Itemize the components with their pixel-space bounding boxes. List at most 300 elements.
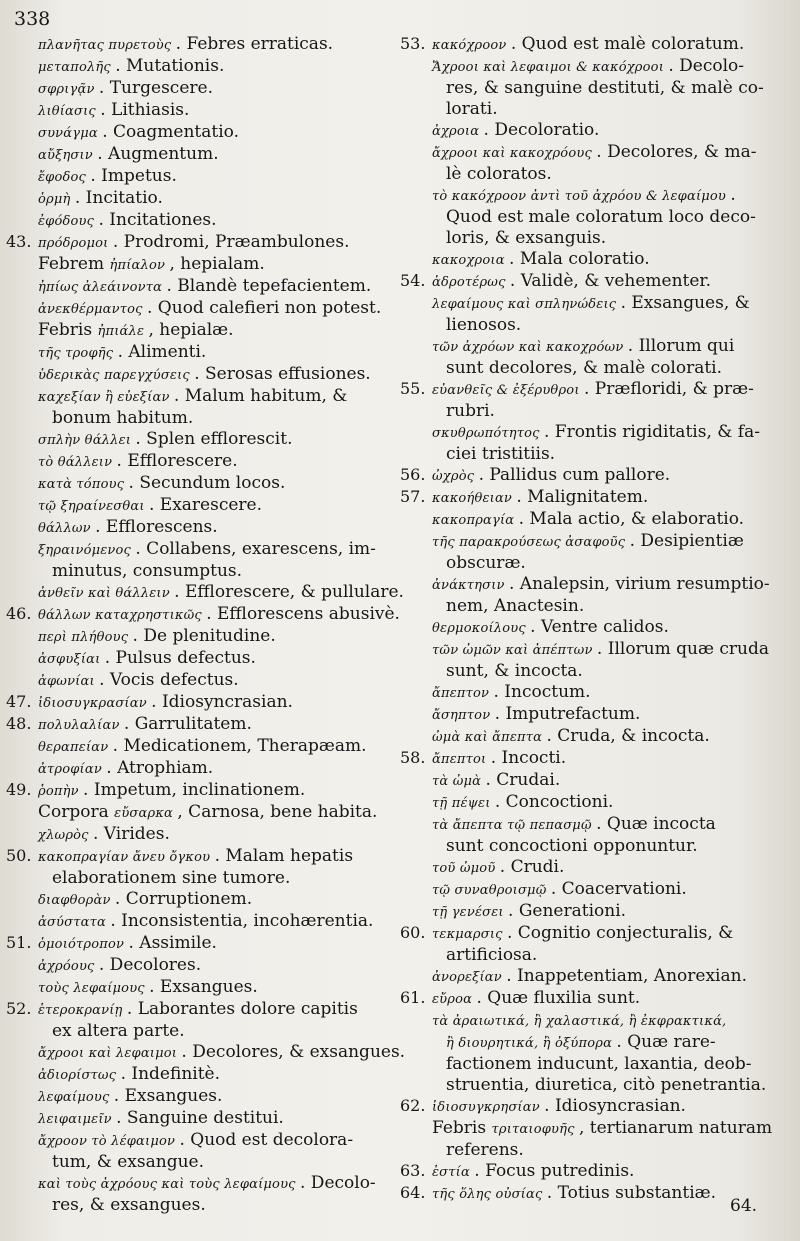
entry-text bbox=[432, 185, 796, 249]
glossary-entry bbox=[6, 648, 392, 670]
latin-translation: factionem inducunt, laxantia, deob- bbox=[446, 1054, 752, 1074]
entry-text bbox=[38, 495, 392, 517]
latin-translation: . Cognitio conjecturalis, & bbox=[506, 923, 734, 943]
entry-text bbox=[432, 509, 796, 531]
greek-term: συνάγμα bbox=[38, 126, 103, 141]
greek-term: τῶν ὠμῶν καὶ ἀπέπτων bbox=[432, 643, 597, 658]
entry-text bbox=[38, 254, 392, 276]
latin-translation: Febrem bbox=[38, 254, 110, 274]
entry-text bbox=[432, 249, 796, 271]
latin-translation: . Concoctioni. bbox=[494, 792, 614, 812]
greek-term: ἄχροοι καὶ λεφαιμοι bbox=[38, 1046, 182, 1061]
latin-translation: . Collabens, exarescens, im- bbox=[135, 539, 376, 559]
glossary-entry bbox=[6, 320, 392, 342]
entry-text bbox=[432, 770, 796, 792]
latin-translation: . Mutationis. bbox=[115, 56, 225, 76]
greek-term: θεραπείαν bbox=[38, 740, 113, 755]
greek-term: ἀσφυξίαι bbox=[38, 652, 105, 667]
latin-translation: res, & exsangues. bbox=[52, 1195, 206, 1215]
latin-translation: . Pallidus cum pallore. bbox=[478, 465, 671, 485]
entry-text bbox=[38, 846, 392, 889]
entry-text bbox=[432, 792, 796, 814]
greek-term: τεκμαρσις bbox=[432, 927, 507, 942]
latin-translation: . Impetum, inclinationem. bbox=[83, 780, 306, 800]
entry-text bbox=[432, 1096, 796, 1118]
greek-term: τῷ συναθροισμῷ bbox=[432, 883, 551, 898]
latin-translation: ciei tristitiis. bbox=[446, 444, 556, 464]
glossary-entry bbox=[400, 901, 796, 923]
entry-text bbox=[38, 648, 392, 670]
greek-term: κακοπραγία bbox=[432, 513, 519, 528]
greek-term: τὰ ἀραιωτικά, ἢ χαλαστικά, ἢ ἐκφρακτικά, bbox=[432, 1014, 727, 1029]
latin-translation: Quod est male coloratum loco deco- bbox=[446, 207, 756, 227]
glossary-entry bbox=[6, 802, 392, 824]
glossary-entry bbox=[400, 1010, 796, 1096]
entry-text bbox=[38, 1064, 392, 1086]
glossary-entry bbox=[6, 911, 392, 933]
glossary-entry bbox=[6, 210, 392, 232]
greek-term: ἠπίαλον bbox=[109, 258, 170, 273]
glossary-entry bbox=[400, 185, 796, 249]
greek-term: λεφαίμους bbox=[38, 1090, 114, 1105]
greek-term: ἀδιορίστως bbox=[38, 1068, 121, 1083]
greek-term: τῷ ξηραίνεσθαι bbox=[38, 499, 149, 514]
latin-translation: . Prodromi, Præambulones. bbox=[112, 232, 350, 252]
greek-term: σπλὴν θάλλει bbox=[38, 433, 136, 448]
greek-term: ἑστία bbox=[432, 1165, 475, 1180]
glossary-entry bbox=[400, 617, 796, 639]
glossary-entry bbox=[6, 166, 392, 188]
entry-text bbox=[38, 100, 392, 122]
entry-text bbox=[432, 142, 796, 185]
greek-term: εὐανθεῖς & ἐξέρυθροι bbox=[432, 383, 584, 398]
greek-term: ἀτροφίαν bbox=[38, 762, 107, 777]
entry-text bbox=[432, 487, 796, 509]
latin-translation: tum, & exsangue. bbox=[52, 1152, 204, 1172]
latin-translation: . Idiosyncrasian. bbox=[544, 1096, 686, 1116]
greek-term: ἔφοδος bbox=[38, 170, 91, 185]
signature-mark: 64. bbox=[730, 1196, 758, 1216]
entry-text bbox=[432, 901, 796, 923]
entry-text bbox=[38, 298, 392, 320]
latin-translation: . Corruptionem. bbox=[114, 889, 253, 909]
glossary-entry bbox=[6, 254, 392, 276]
latin-translation: lè coloratos. bbox=[446, 164, 552, 184]
entry-text bbox=[432, 682, 796, 704]
glossary-entry bbox=[400, 879, 796, 901]
glossary-entry bbox=[400, 639, 796, 682]
latin-translation: . Ventre calidos. bbox=[530, 617, 669, 637]
entry-text bbox=[38, 56, 392, 78]
greek-term: ἀνάκτησιν bbox=[432, 578, 509, 593]
glossary-entry bbox=[6, 100, 392, 122]
latin-translation: . Incocti. bbox=[490, 748, 567, 768]
glossary-entry bbox=[6, 955, 392, 977]
latin-translation: . Blandè tepefacientem. bbox=[166, 276, 372, 296]
greek-term: κακοχροια bbox=[432, 253, 510, 268]
latin-translation: . Inconsistentia, incohærentia. bbox=[110, 911, 374, 931]
entry-text bbox=[432, 271, 796, 293]
entry-number: 46. bbox=[6, 604, 32, 623]
latin-translation: . Decolores, & ma- bbox=[596, 142, 757, 162]
glossary-entry bbox=[6, 626, 392, 648]
glossary-entry bbox=[6, 78, 392, 100]
greek-term: ὁρμὴ bbox=[38, 192, 75, 207]
greek-term: λεφαίμους καὶ σπληνώδεις bbox=[432, 297, 621, 312]
entry-text bbox=[432, 465, 796, 487]
glossary-entry bbox=[6, 473, 392, 495]
glossary-entry bbox=[400, 814, 796, 857]
entry-text bbox=[38, 955, 392, 977]
glossary-entry bbox=[6, 276, 392, 298]
entry-number: 58. bbox=[400, 748, 426, 767]
entry-text bbox=[38, 604, 400, 626]
greek-term: ἀνεκθέρμαντος bbox=[38, 302, 147, 317]
latin-translation: obscuræ. bbox=[446, 553, 526, 573]
glossary-entry bbox=[6, 758, 392, 780]
greek-term: Ἄχροοι καὶ λεφαιμοι & κακόχροοι bbox=[432, 60, 669, 75]
entry-text bbox=[38, 429, 392, 451]
entry-text bbox=[38, 911, 392, 933]
greek-term: τῶν ἀχρόων καὶ κακοχρόων bbox=[432, 340, 628, 355]
latin-translation: . Decoloratio. bbox=[483, 120, 600, 140]
latin-translation: . Crudai. bbox=[485, 770, 561, 790]
entry-number: 63. bbox=[400, 1161, 426, 1180]
latin-translation: . Desipientiæ bbox=[629, 531, 744, 551]
glossary-entry bbox=[6, 451, 392, 473]
entry-number: 54. bbox=[400, 271, 426, 290]
left-column bbox=[6, 34, 406, 1216]
glossary-entry bbox=[6, 1064, 392, 1086]
latin-translation: . Quæ fluxilia sunt. bbox=[476, 988, 641, 1008]
greek-term: ξηραινόμενος bbox=[38, 543, 136, 558]
entry-text bbox=[432, 966, 796, 988]
glossary-entry bbox=[400, 792, 796, 814]
latin-translation: nem, Anactesin. bbox=[446, 596, 585, 616]
entry-text bbox=[38, 802, 392, 824]
latin-translation: . Exsangues. bbox=[149, 977, 258, 997]
latin-translation: . Generationi. bbox=[508, 901, 627, 921]
glossary-entry bbox=[6, 692, 392, 714]
entry-number: 62. bbox=[400, 1096, 426, 1115]
entry-number: 43. bbox=[6, 232, 32, 251]
glossary-entry bbox=[6, 122, 392, 144]
glossary-entry bbox=[400, 966, 796, 988]
entry-text bbox=[38, 780, 392, 802]
greek-term: τῇ πέψει bbox=[432, 796, 495, 811]
glossary-entry bbox=[400, 56, 796, 120]
entry-text bbox=[432, 56, 796, 120]
glossary-entry bbox=[6, 364, 392, 386]
entry-text bbox=[432, 923, 796, 966]
entry-number: 56. bbox=[400, 465, 426, 484]
entry-text bbox=[38, 473, 392, 495]
latin-translation: . Decolo- bbox=[300, 1173, 376, 1193]
greek-term: τῆς ὅλης οὐσίας bbox=[432, 1187, 547, 1202]
latin-translation: . Frontis rigiditatis, & fa- bbox=[543, 422, 760, 442]
latin-translation: . Virides. bbox=[93, 824, 170, 844]
latin-translation: . Serosas effusiones. bbox=[194, 364, 371, 384]
greek-term: ὑδερικὰς παρεγχύσεις bbox=[38, 368, 195, 383]
entry-text bbox=[38, 122, 392, 144]
latin-translation: . Decolo- bbox=[668, 56, 745, 76]
entry-text bbox=[38, 364, 392, 386]
entry-text bbox=[432, 639, 796, 682]
latin-translation: res, & sanguine destituti, & malè co- bbox=[446, 78, 764, 98]
entry-number: 49. bbox=[6, 780, 32, 799]
glossary-entry bbox=[400, 293, 796, 336]
greek-term: ὁμοιότροπον bbox=[38, 937, 129, 952]
glossary-entry bbox=[6, 933, 392, 955]
glossary-entry bbox=[400, 142, 796, 185]
greek-term: εὔροα bbox=[432, 992, 477, 1007]
entry-text bbox=[38, 276, 392, 298]
greek-term: τριταιοφυῆς bbox=[491, 1122, 579, 1137]
entry-text bbox=[38, 34, 392, 56]
entry-number: 57. bbox=[400, 487, 426, 506]
glossary-entry bbox=[400, 1096, 796, 1118]
entry-text bbox=[432, 879, 796, 901]
latin-translation: . Laborantes dolore capitis bbox=[126, 999, 358, 1019]
latin-translation: . Quod est decolora- bbox=[179, 1130, 354, 1150]
entry-text bbox=[38, 210, 392, 232]
latin-translation: . Idiosyncrasian. bbox=[151, 692, 293, 712]
latin-translation: , tertianarum naturam bbox=[578, 1118, 773, 1138]
latin-translation: bonum habitum. bbox=[52, 408, 194, 428]
greek-term: ἢ διουρητικά, ἢ ὀξύπορα bbox=[446, 1036, 617, 1051]
entry-text bbox=[38, 1108, 392, 1130]
latin-translation: . Incitatio. bbox=[74, 188, 163, 208]
greek-term: εὔσαρκα bbox=[114, 806, 178, 821]
latin-translation: . Decolores. bbox=[98, 955, 202, 975]
latin-translation: . Illorum quæ cruda bbox=[596, 639, 769, 659]
greek-term: ἀσύστατα bbox=[38, 915, 111, 930]
latin-translation: . Focus putredinis. bbox=[474, 1161, 635, 1181]
latin-translation: . Garrulitatem. bbox=[123, 714, 252, 734]
entry-number: 51. bbox=[6, 933, 32, 952]
glossary-entry bbox=[6, 495, 392, 517]
glossary-entry bbox=[6, 889, 392, 911]
latin-translation: referens. bbox=[446, 1140, 524, 1160]
greek-term: ὠχρὸς bbox=[432, 469, 479, 484]
latin-translation: lienosos. bbox=[446, 315, 522, 335]
entry-text bbox=[432, 814, 796, 857]
latin-translation: . Malignitatem. bbox=[516, 487, 649, 507]
greek-term: ἐφόδους bbox=[38, 214, 99, 229]
latin-translation: . Assimile. bbox=[128, 933, 217, 953]
entry-text bbox=[432, 726, 796, 748]
latin-translation: . Turgescere. bbox=[98, 78, 213, 98]
glossary-entry bbox=[400, 271, 796, 293]
greek-term: κατὰ τόπους bbox=[38, 477, 129, 492]
greek-term: ἄχροον τὸ λέφαιμον bbox=[38, 1134, 180, 1149]
greek-term: ἀνορεξίαν bbox=[432, 970, 507, 985]
entry-text bbox=[38, 78, 392, 100]
entry-text bbox=[38, 758, 392, 780]
glossary-entry bbox=[6, 1130, 392, 1173]
glossary-entry bbox=[6, 1042, 406, 1064]
latin-translation: struentia, diuretica, citò penetrantia. bbox=[446, 1075, 767, 1095]
latin-translation: minutus, consumptus. bbox=[52, 561, 243, 581]
greek-term: πλανῆτας πυρετοὺς bbox=[38, 38, 176, 53]
entry-text bbox=[38, 232, 392, 254]
latin-translation: . Malum habitum, & bbox=[173, 386, 348, 406]
latin-translation: . Febres erraticas. bbox=[175, 34, 334, 54]
glossary-entry bbox=[400, 923, 796, 966]
greek-term: τὰ ὠμὰ bbox=[432, 774, 486, 789]
greek-term: τὰ ἄπεπτα τῷ πεπασμῷ bbox=[432, 818, 597, 833]
glossary-entry bbox=[400, 465, 796, 487]
entry-text bbox=[432, 336, 796, 379]
glossary-entry bbox=[400, 336, 796, 379]
latin-translation: ex altera parte. bbox=[52, 1021, 185, 1041]
entry-text bbox=[38, 1173, 392, 1216]
glossary-entry bbox=[400, 1118, 796, 1161]
latin-translation: . Vocis defectus. bbox=[99, 670, 239, 690]
entry-text bbox=[38, 517, 392, 539]
greek-term: ἁδροτέρως bbox=[432, 275, 510, 290]
latin-translation: . Medicationem, Therapæam. bbox=[112, 736, 367, 756]
latin-translation: . Pulsus defectus. bbox=[104, 648, 256, 668]
greek-term: τοῦ ὠμοῦ bbox=[432, 861, 500, 876]
latin-translation: elaborationem sine tumore. bbox=[52, 868, 291, 888]
glossary-entry bbox=[6, 298, 392, 320]
entry-text bbox=[38, 1042, 405, 1064]
greek-term: ἑτεροκρανίῃ bbox=[38, 1003, 127, 1018]
latin-translation: . Exarescere. bbox=[148, 495, 263, 515]
greek-term: διαφθορὰν bbox=[38, 893, 115, 908]
greek-term: τοὺς λεφαίμους bbox=[38, 981, 150, 996]
latin-translation: . Cruda, & incocta. bbox=[546, 726, 710, 746]
glossary-entry bbox=[6, 429, 392, 451]
entry-text bbox=[432, 1161, 796, 1183]
glossary-entry bbox=[6, 670, 392, 692]
entry-text bbox=[38, 670, 392, 692]
glossary-entry bbox=[6, 582, 404, 604]
glossary-entry bbox=[400, 509, 796, 531]
latin-translation: . Illorum qui bbox=[627, 336, 735, 356]
latin-translation: . Efflorescere, & pullulare. bbox=[174, 582, 404, 602]
greek-term: κακοπραγίαν ἄνευ ὄγκου bbox=[38, 850, 215, 865]
latin-translation: . Totius substantiæ. bbox=[546, 1183, 717, 1203]
greek-term: ἀχροια bbox=[432, 124, 484, 139]
glossary-entry bbox=[6, 342, 392, 364]
greek-term: πολυλαλίαν bbox=[38, 718, 124, 733]
latin-translation: rubri. bbox=[446, 401, 495, 421]
entry-text bbox=[432, 857, 796, 879]
glossary-entry bbox=[6, 824, 392, 846]
entry-text bbox=[38, 933, 392, 955]
glossary-entry bbox=[6, 517, 392, 539]
greek-term: χλωρὸς bbox=[38, 828, 93, 843]
greek-term: αὔξησιν bbox=[38, 148, 98, 163]
latin-translation: . Imputrefactum. bbox=[494, 704, 641, 724]
greek-term: ἰδιοσυγκρασίαν bbox=[38, 696, 152, 711]
latin-translation: artificiosa. bbox=[446, 945, 538, 965]
greek-term: ἠπιάλε bbox=[97, 324, 149, 339]
greek-term: σφριγᾷν bbox=[38, 82, 99, 97]
entry-text bbox=[432, 574, 796, 617]
glossary-entry bbox=[400, 704, 796, 726]
glossary-entry bbox=[400, 574, 796, 617]
glossary-entry bbox=[6, 736, 392, 758]
greek-term: πρόδρομοι bbox=[38, 236, 113, 251]
entry-text bbox=[432, 748, 796, 770]
greek-term: ἄχροοι καὶ κακοχρόους bbox=[432, 146, 597, 161]
greek-term: κακόχροον bbox=[432, 38, 511, 53]
glossary-entry bbox=[6, 977, 392, 999]
glossary-entry bbox=[6, 714, 392, 736]
latin-translation: . Sanguine destitui. bbox=[116, 1108, 284, 1128]
latin-translation: sunt, & incocta. bbox=[446, 661, 583, 681]
latin-translation: . Malam hepatis bbox=[214, 846, 354, 866]
entry-text bbox=[38, 166, 392, 188]
entry-text bbox=[38, 188, 392, 210]
latin-translation: sunt decolores, & malè colorati. bbox=[446, 358, 723, 378]
greek-term: μεταπολῆς bbox=[38, 60, 116, 75]
entry-text bbox=[38, 714, 392, 736]
entry-number: 48. bbox=[6, 714, 32, 733]
greek-term: ἰδιοσυγκρησίαν bbox=[432, 1100, 545, 1115]
entry-text bbox=[38, 582, 404, 604]
glossary-entry bbox=[6, 780, 392, 802]
glossary-entry bbox=[400, 422, 796, 465]
latin-translation: . Augmentum. bbox=[97, 144, 219, 164]
entry-number: 52. bbox=[6, 999, 32, 1018]
entry-text bbox=[432, 34, 796, 56]
entry-text bbox=[432, 617, 796, 639]
glossary-entry bbox=[6, 1108, 392, 1130]
entry-text bbox=[38, 626, 392, 648]
latin-translation: . Splen efflorescit. bbox=[135, 429, 293, 449]
entry-number: 47. bbox=[6, 692, 32, 711]
entry-text bbox=[38, 386, 392, 429]
glossary-entry bbox=[400, 379, 796, 422]
latin-translation: . Impetus. bbox=[90, 166, 177, 186]
entry-text bbox=[38, 539, 392, 582]
greek-term: τὸ κακόχροον ἀντὶ τοῦ ἀχρόου & λεφαίμου bbox=[432, 189, 731, 204]
latin-translation: . Incoctum. bbox=[493, 682, 591, 702]
entry-text bbox=[432, 1118, 796, 1161]
glossary-entry bbox=[400, 1161, 796, 1183]
latin-translation: . Efflorescere. bbox=[116, 451, 238, 471]
latin-translation: loris, & exsanguis. bbox=[446, 228, 607, 248]
entry-text bbox=[38, 692, 392, 714]
entry-text bbox=[432, 293, 796, 336]
glossary-entry bbox=[400, 770, 796, 792]
greek-term: ἄπεπτοι bbox=[432, 752, 491, 767]
entry-text bbox=[38, 1130, 392, 1173]
latin-translation: . Præfloridi, & præ- bbox=[583, 379, 754, 399]
glossary-entry bbox=[6, 999, 392, 1042]
latin-translation: . Inappetentiam, Anorexian. bbox=[506, 966, 747, 986]
latin-translation: . Quod calefieri non potest. bbox=[147, 298, 382, 318]
glossary-entry bbox=[6, 144, 392, 166]
latin-translation: Corpora bbox=[38, 802, 115, 822]
latin-translation: . Coagmentatio. bbox=[102, 122, 239, 142]
entry-text bbox=[432, 379, 796, 422]
entry-number: 60. bbox=[400, 923, 426, 942]
glossary-entry bbox=[6, 1173, 392, 1216]
glossary-entry bbox=[400, 857, 796, 879]
entry-text bbox=[38, 342, 392, 364]
entry-text bbox=[38, 977, 392, 999]
latin-translation: . Validè, & vehementer. bbox=[509, 271, 712, 291]
latin-translation: lorati. bbox=[446, 99, 498, 119]
entry-text bbox=[38, 999, 392, 1042]
greek-term: ἠπίως ἀλεάινοντα bbox=[38, 280, 167, 295]
glossary-entry bbox=[400, 487, 796, 509]
